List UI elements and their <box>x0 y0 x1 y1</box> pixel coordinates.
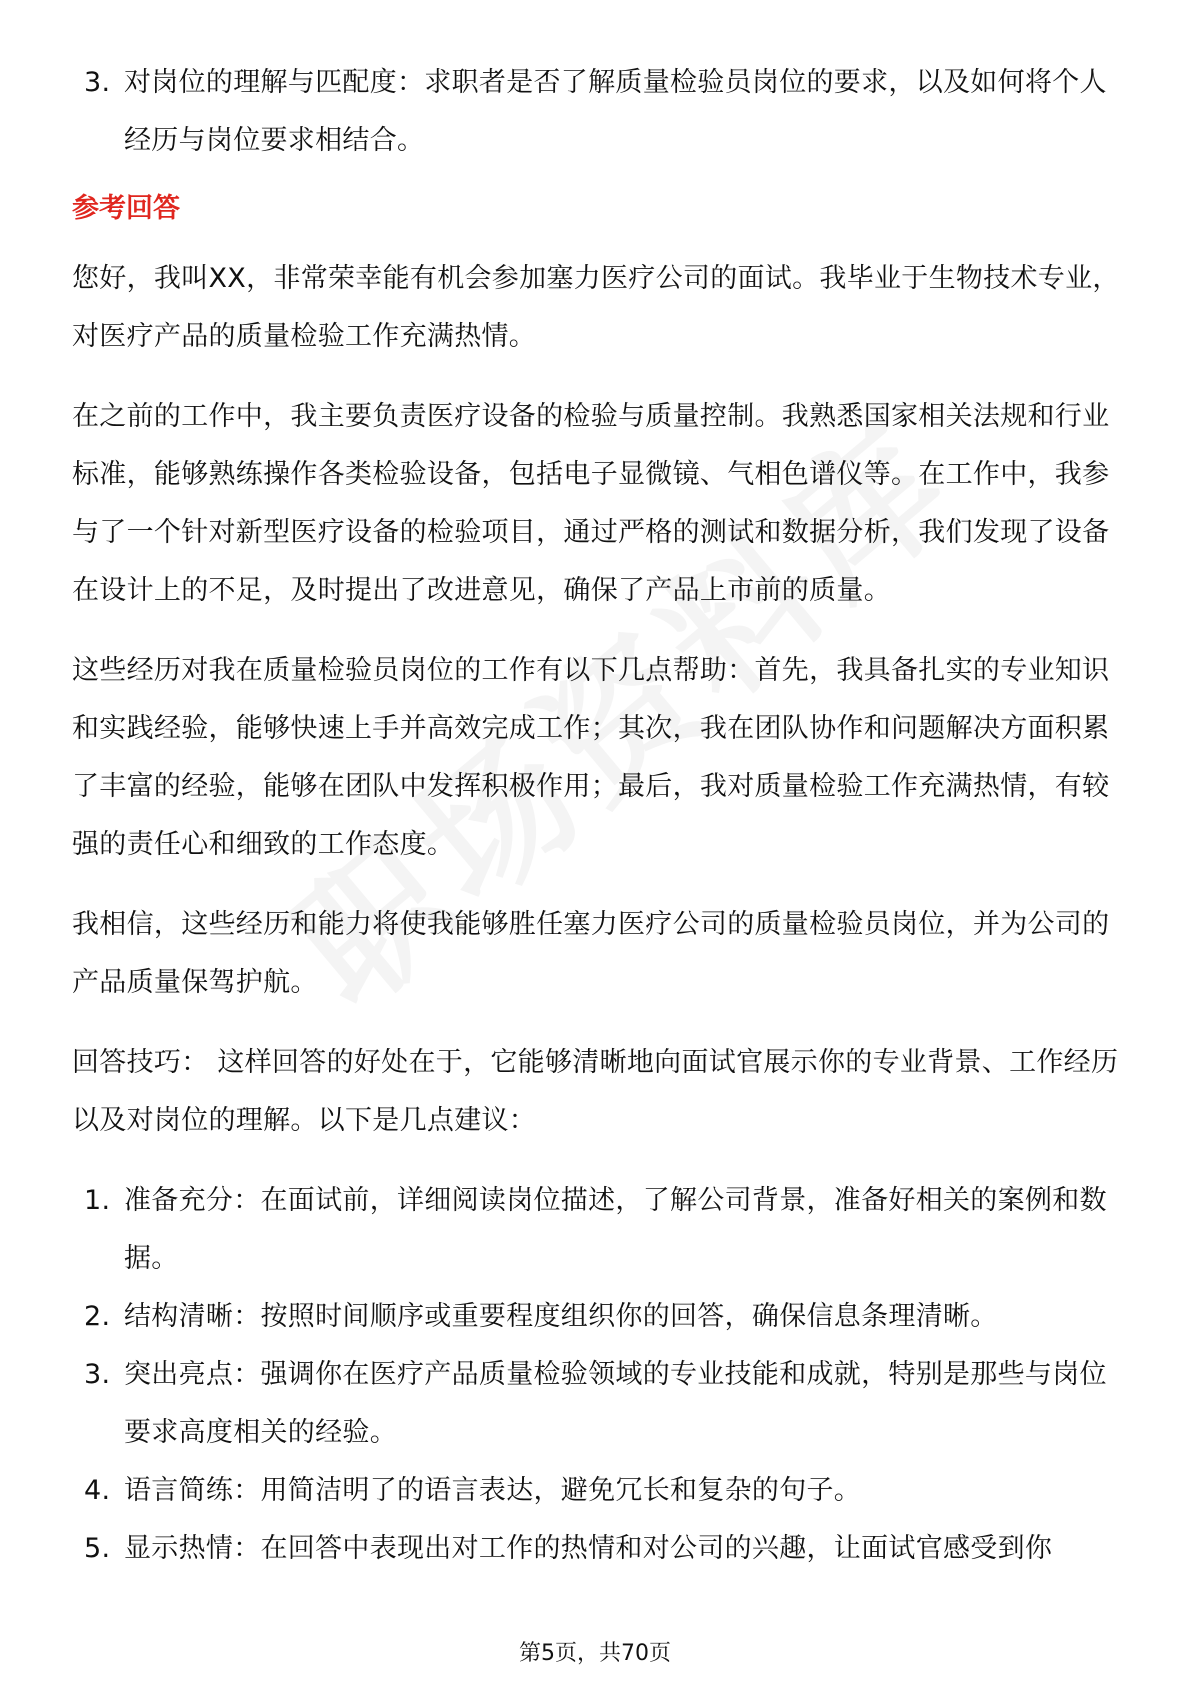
list-number: 5. <box>84 1533 111 1564</box>
list-number: 3. <box>84 1359 111 1390</box>
tips-list <box>72 1172 1132 1578</box>
list-item <box>72 1346 1132 1462</box>
list-item <box>72 1520 1132 1578</box>
intro-list <box>72 54 1132 170</box>
list-number: 1. <box>84 1185 111 1216</box>
answer-tips-intro: 回答技巧： 这样回答的好处在于，它能够清晰地向面试官展示你的专业背景、工作经历以及对岗位的理解。以下是几点建议： <box>72 1047 1119 1136</box>
page-content <box>72 54 1132 1578</box>
list-text: 语言简练：用简洁明了的语言表达，避免冗长和复杂的句子。 <box>124 1475 862 1506</box>
list-item <box>72 1172 1132 1288</box>
paragraph: 我相信，这些经历和能力将使我能够胜任塞力医疗公司的质量检验员岗位，并为公司的产品质量保驾护航。 <box>72 909 1110 998</box>
list-text: 突出亮点：强调你在医疗产品质量检验领域的专业技能和成就，特别是那些与岗位要求高度相关的经验。 <box>124 1359 1107 1448</box>
page-number-footer: 第5页，共70页 <box>519 1641 671 1666</box>
list-item <box>72 1462 1132 1520</box>
list-number: 3. <box>84 67 111 98</box>
list-item <box>72 54 1132 170</box>
paragraph: 在之前的工作中，我主要负责医疗设备的检验与质量控制。我熟悉国家相关法规和行业标准，能够熟练操作各类检验设备，包括电子显微镜、气相色谱仪等。在工作中，我参与了一个针对新型医疗设备的检验项目，通过严格的测试和数据分析，我们发现了设备在设计上的不足，及时提出了改进意见，确保了产品上市前的质量。 <box>72 401 1110 606</box>
list-text: 结构清晰：按照时间顺序或重要程度组织你的回答，确保信息条理清晰。 <box>124 1301 998 1332</box>
list-text: 准备充分：在面试前，详细阅读岗位描述，了解公司背景，准备好相关的案例和数据。 <box>124 1185 1107 1274</box>
section-heading: 参考回答 <box>72 193 180 224</box>
list-item <box>72 1288 1132 1346</box>
list-number: 2. <box>84 1301 111 1332</box>
list-number: 4. <box>84 1475 111 1506</box>
paragraph: 这些经历对我在质量检验员岗位的工作有以下几点帮助：首先，我具备扎实的专业知识和实践经验，能够快速上手并高效完成工作；其次，我在团队协作和问题解决方面积累了丰富的经验，能够在团队中发挥积极作用；最后，我对质量检验工作充满热情，有较强的责任心和细致的工作态度。 <box>72 655 1110 860</box>
paragraph: 您好，我叫XX，非常荣幸能有机会参加塞力医疗公司的面试。我毕业于生物技术专业，对医疗产品的质量检验工作充满热情。 <box>72 263 1120 352</box>
list-text: 显示热情：在回答中表现出对工作的热情和对公司的兴趣，让面试官感受到你 <box>124 1533 1053 1564</box>
list-text: 对岗位的理解与匹配度：求职者是否了解质量检验员岗位的要求，以及如何将个人经历与岗位要求相结合。 <box>124 67 1107 156</box>
